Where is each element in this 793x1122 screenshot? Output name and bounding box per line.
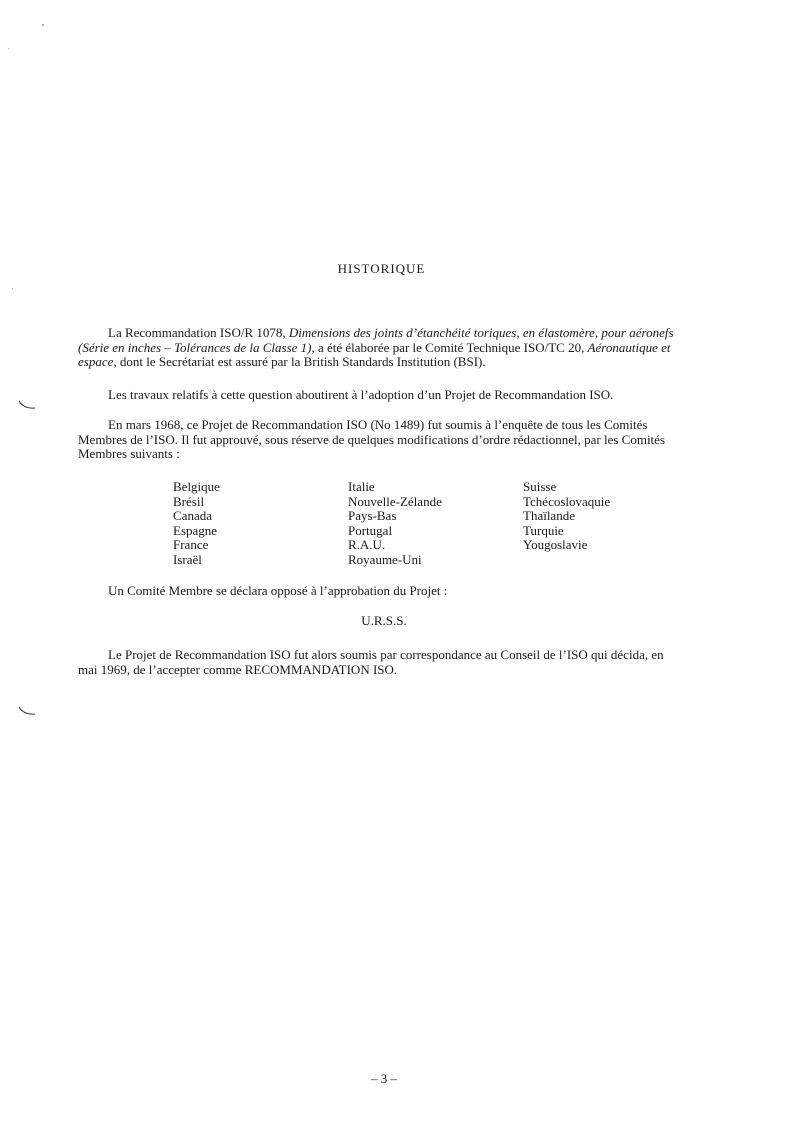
opposing-member: U.R.S.S.	[361, 613, 407, 628]
approving-countries-list	[173, 480, 673, 570]
paragraph-introduction	[78, 326, 678, 370]
intro-text-3: , dont le Secrétariat est assuré par la British Standards Institution (BSI).	[113, 354, 486, 369]
page-number: – 3 –	[371, 1071, 397, 1086]
country-name: Israël	[173, 551, 202, 567]
countries-column-2	[348, 480, 442, 567]
country-name: France	[173, 537, 209, 552]
country-name: Canada	[173, 508, 212, 523]
country-name: Thaïlande	[523, 508, 575, 523]
countries-column-3	[523, 480, 610, 553]
country-name: R.A.U.	[348, 537, 386, 552]
countries-column-1	[173, 480, 220, 567]
country-name: Pays-Bas	[348, 508, 397, 523]
scan-margin-mark	[18, 706, 36, 716]
paragraph-enquiry: En mars 1968, ce Projet de Recommandation ISO (No 1489) fut soumis à l’enquête de tous les Comités Membres de l’ISO. Il fut approuvé, sous réserve de quelques modifications d’ordre rédactionnel, par les Comités Membres suivants :	[78, 417, 665, 461]
country-name: Espagne	[173, 522, 218, 538]
country-name: Italie	[348, 479, 375, 494]
intro-document-title: Dimensions des joints d’étanchéité toriques, en élastomère, pour aéronefs (Série en inches – Tolérances de la Classe 1)	[78, 325, 674, 355]
country-name: Suisse	[523, 479, 557, 494]
country-name: Brésil	[173, 493, 205, 509]
country-name: Royaume-Uni	[348, 551, 422, 567]
country-name: Nouvelle-Zélande	[348, 493, 442, 509]
paragraph-adoption: Les travaux relatifs à cette question aboutirent à l’adoption d’un Projet de Recommandation ISO.	[108, 387, 614, 402]
country-name: Portugal	[348, 522, 393, 538]
scan-speck	[42, 24, 44, 26]
scan-speck	[12, 288, 13, 289]
country-name: Yougoslavie	[523, 537, 588, 552]
scan-speck	[8, 48, 9, 49]
paragraph-opposition: Un Comité Membre se déclara opposé à l’approbation du Projet :	[108, 583, 448, 598]
scan-margin-mark	[18, 400, 36, 410]
country-name: Tchécoslovaquie	[523, 493, 611, 509]
intro-text-1: La Recommandation ISO/R 1078,	[108, 325, 289, 340]
intro-text-2: , a été élaborée par le Comité Technique ISO/TC 20,	[311, 339, 588, 355]
country-name: Turquie	[523, 522, 564, 538]
page-title: HISTORIQUE	[337, 261, 426, 276]
country-name: Belgique	[173, 479, 220, 494]
paragraph-acceptance: Le Projet de Recommandation ISO fut alors soumis par correspondance au Conseil de l’ISO qui décida, en mai 1969, de l’accepter comme RECOMMANDATION ISO.	[78, 647, 664, 677]
intro-committee-name: Aéronautique et espace	[78, 339, 671, 369]
